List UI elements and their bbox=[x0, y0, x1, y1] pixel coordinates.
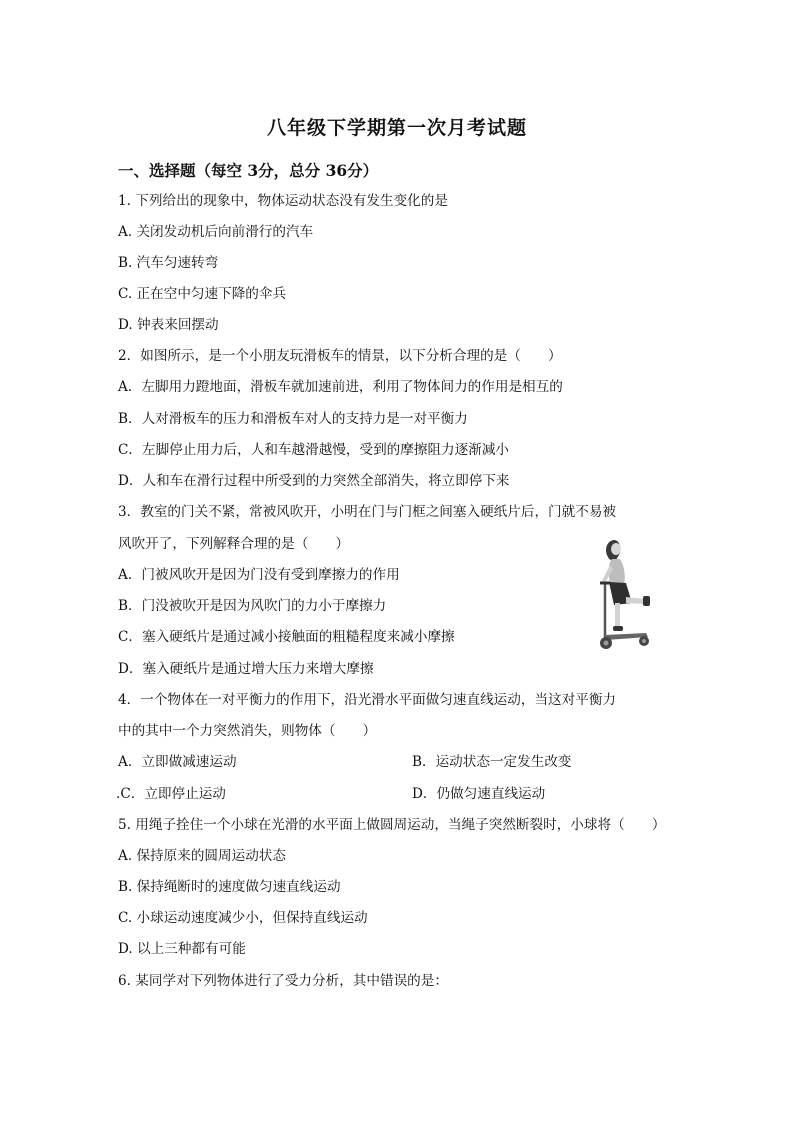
section-heading: 一、选择题（每空 3分，总分 36分） bbox=[118, 161, 379, 180]
q5-option-c: C. 小球运动速度减少小，但保持直线运动 bbox=[118, 910, 368, 926]
question-1: 1. 下列给出的现象中，物体运动状态没有发生变化的是 bbox=[118, 193, 448, 209]
q5-option-a: A. 保持原来的圆周运动状态 bbox=[118, 848, 286, 864]
q3-option-c: C．塞入硬纸片是通过减小接触面的粗糙程度来减小摩擦 bbox=[118, 629, 455, 645]
question-3: 3．教室的门关不紧，常被风吹开，小明在门与门框之间塞入硬纸片后，门就不易被 bbox=[118, 504, 617, 520]
q1-option-d: D. 钟表来回摆动 bbox=[118, 317, 219, 333]
question-2: 2．如图所示，是一个小朋友玩滑板车的情景，以下分析合理的是（ ） bbox=[118, 348, 562, 364]
q2-option-c: C．左脚停止用力后，人和车越滑越慢，受到的摩擦阻力逐渐减小 bbox=[118, 442, 510, 458]
page-title: 八年级下学期第一次月考试题 bbox=[266, 117, 527, 139]
question-6: 6. 某同学对下列物体进行了受力分析，其中错误的是： bbox=[118, 973, 448, 989]
q3-option-d: D．塞入硬纸片是通过增大压力来增大摩擦 bbox=[118, 661, 374, 677]
q4-option-a: A．立即做减速运动 bbox=[118, 754, 237, 770]
question-4: 4．一个物体在一对平衡力的作用下，沿光滑水平面做匀速直线运动，当这对平衡力 bbox=[118, 692, 617, 708]
q5-option-b: B. 保持绳断时的速度做匀速直线运动 bbox=[118, 879, 341, 895]
question-5: 5. 用绳子拴住一个小球在光滑的水平面上做圆周运动，当绳子突然断裂时，小球将（ ） bbox=[118, 817, 666, 833]
q2-option-a: A．左脚用力蹬地面，滑板车就加速前进，利用了物体间力的作用是相互的 bbox=[118, 379, 563, 395]
scooter-child-illustration bbox=[596, 537, 662, 655]
q4-option-d: D．仍做匀速直线运动 bbox=[412, 786, 546, 802]
q1-option-b: B. 汽车匀速转弯 bbox=[118, 255, 219, 271]
question-3-cont: 风吹开了，下列解释合理的是（ ） bbox=[118, 536, 350, 552]
q2-option-b: B．人对滑板车的压力和滑板车对人的支持力是一对平衡力 bbox=[118, 411, 468, 427]
q4-option-b: B．运动状态一定发生改变 bbox=[412, 754, 572, 770]
q1-option-c: C. 正在空中匀速下降的伞兵 bbox=[118, 286, 287, 302]
q3-option-b: B．门没被吹开是因为风吹门的力小于摩擦力 bbox=[118, 598, 387, 614]
q5-option-d: D. 以上三种都有可能 bbox=[118, 941, 246, 957]
q3-option-a: A．门被风吹开是因为门没有受到摩擦力的作用 bbox=[118, 567, 400, 583]
q4-option-c: .C．立即停止运动 bbox=[116, 786, 226, 802]
question-4-cont: 中的其中一个力突然消失，则物体（ ） bbox=[118, 723, 377, 739]
q2-option-d: D．人和车在滑行过程中所受到的力突然全部消失，将立即停下来 bbox=[118, 473, 510, 489]
q1-option-a: A. 关闭发动机后向前滑行的汽车 bbox=[118, 224, 314, 240]
